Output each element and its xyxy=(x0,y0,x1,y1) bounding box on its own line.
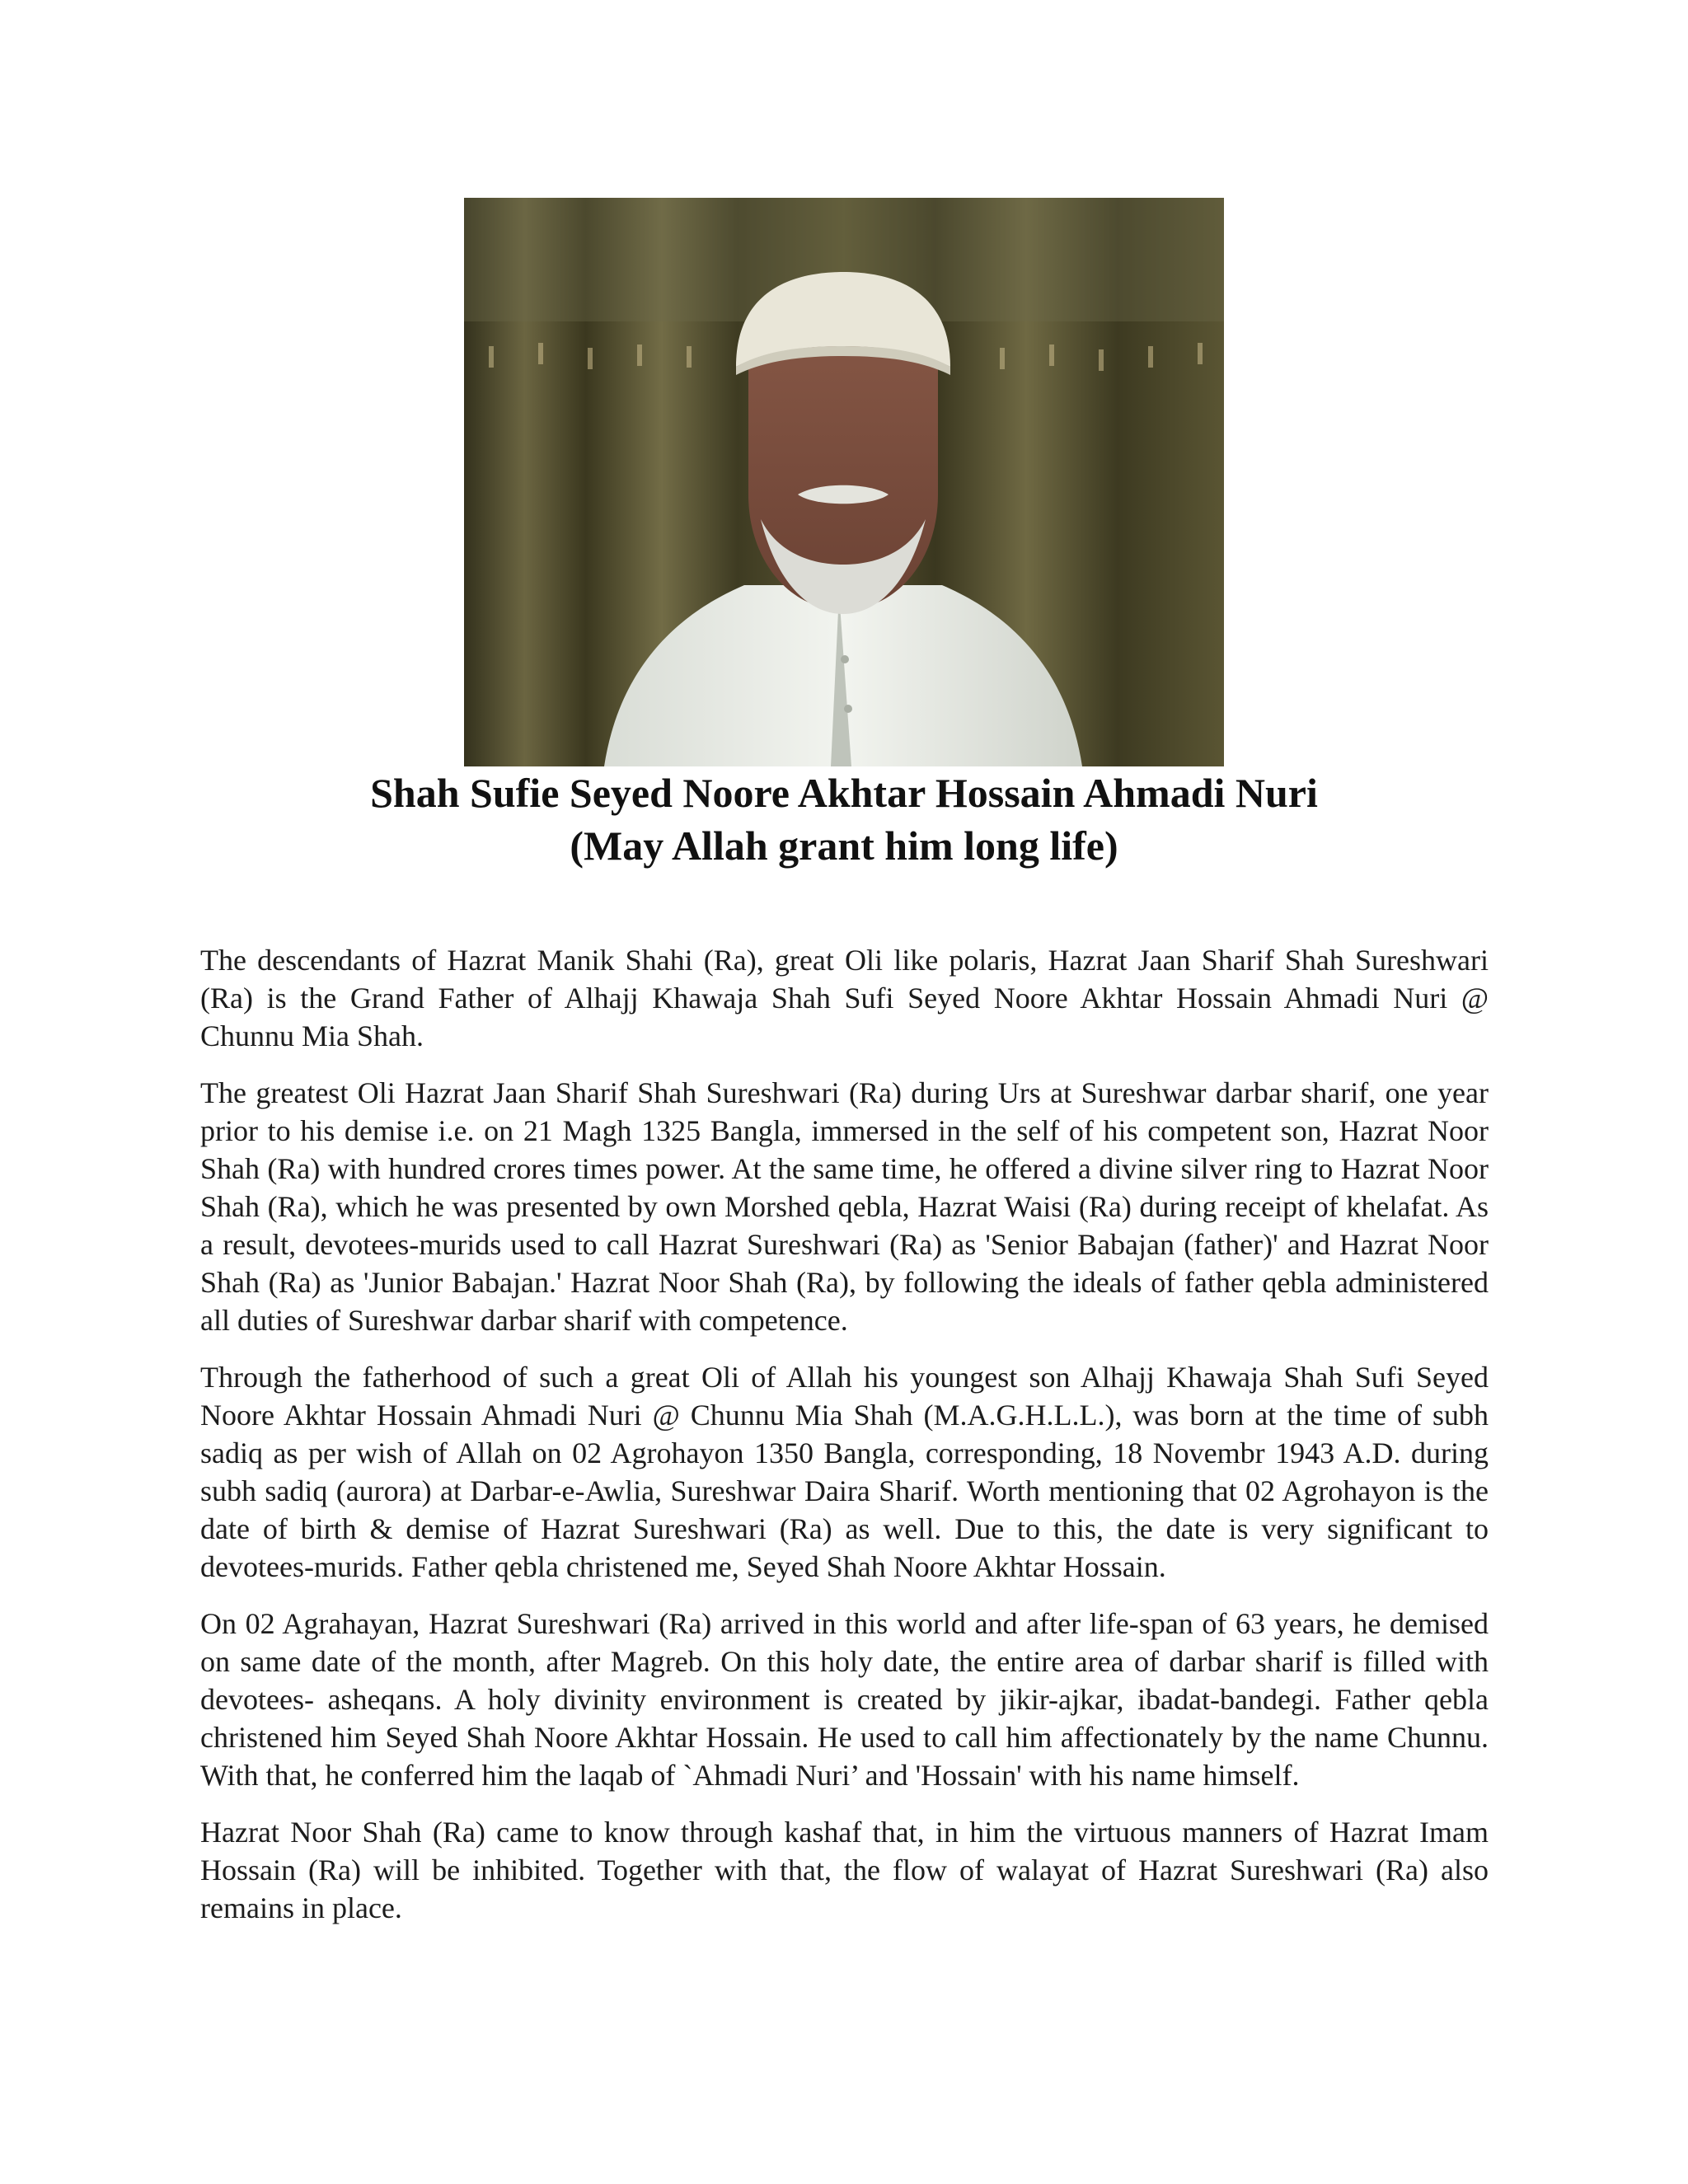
paragraph: On 02 Agrahayan, Hazrat Sureshwari (Ra) arrived in this world and after life-span of 63 years, he demised on same date of the month, after Magreb. On this holy date, the entire area of darbar sharif is filled with devotees- asheqans. A holy divinity environment is created by jikir-ajkar, ibadat-bandegi. Father qebla christened him Seyed Shah Noore Akhtar Hossain. He used to call him affectionately by the name Chunnu. With that, he conferred him the laqab of `Ahmadi Nuri’ and 'Hossain' with his name himself. xyxy=(200,1607,1489,1792)
paragraph: The descendants of Hazrat Manik Shahi (Ra), great Oli like polaris, Hazrat Jaan Sharif Shah Sureshwari (Ra) is the Grand Father of Alhajj Khawaja Shah Sufi Seyed Noore Akhtar Hossain Ahmadi Nuri @ Chunnu Mia Shah. xyxy=(200,944,1489,1052)
paragraph: The greatest Oli Hazrat Jaan Sharif Shah Sureshwari (Ra) during Urs at Sureshwar darbar sharif, one year prior to his demise i.e. on 21 Magh 1325 Bangla, immersed in the self of his competent son, Hazrat Noor Shah (Ra) with hundred crores times power. At the same time, he offered a divine silver ring to Hazrat Noor Shah (Ra), which he was presented by own Morshed qebla, Hazrat Waisi (Ra) during receipt of khelafat. As a result, devotees-murids used to call Hazrat Sureshwari (Ra) as 'Senior Babajan (father)' and Hazrat Noor Shah (Ra) as 'Junior Babajan.' Hazrat Noor Shah (Ra), by following the ideals of father qebla administered all duties of Sureshwar darbar sharif with competence. xyxy=(200,1076,1489,1337)
portrait-illustration xyxy=(464,198,1224,766)
page-subtitle: (May Allah grant him long life) xyxy=(570,823,1118,869)
page-title: Shah Sufie Seyed Noore Akhtar Hossain Ahmadi Nuri xyxy=(370,770,1318,816)
article-body xyxy=(200,941,1489,1946)
paragraph: Through the fatherhood of such a great Oli of Allah his youngest son Alhajj Khawaja Shah Sufi Seyed Noore Akhtar Hossain Ahmadi Nuri @ Chunnu Mia Shah (M.A.G.H.L.L.), was born at the time of subh sadiq as per wish of Allah on 02 Agrohayon 1350 Bangla, corresponding, 18 Novembr 1943 A.D. during subh sadiq (aurora) at Darbar-e-Awlia, Sureshwar Daira Sharif. Worth mentioning that 02 Agrohayon is the date of birth & demise of Hazrat Sureshwari (Ra) as well. Due to this, the date is very significant to devotees-murids. Father qebla christened me, Seyed Shah Noore Akhtar Hossain. xyxy=(200,1361,1489,1583)
portrait-photo xyxy=(464,198,1224,766)
paragraph: Hazrat Noor Shah (Ra) came to know through kashaf that, in him the virtuous manners of Hazrat Imam Hossain (Ra) will be inhibited. Together with that, the flow of walayat of Hazrat Sureshwari (Ra) also remains in place. xyxy=(200,1816,1489,1924)
